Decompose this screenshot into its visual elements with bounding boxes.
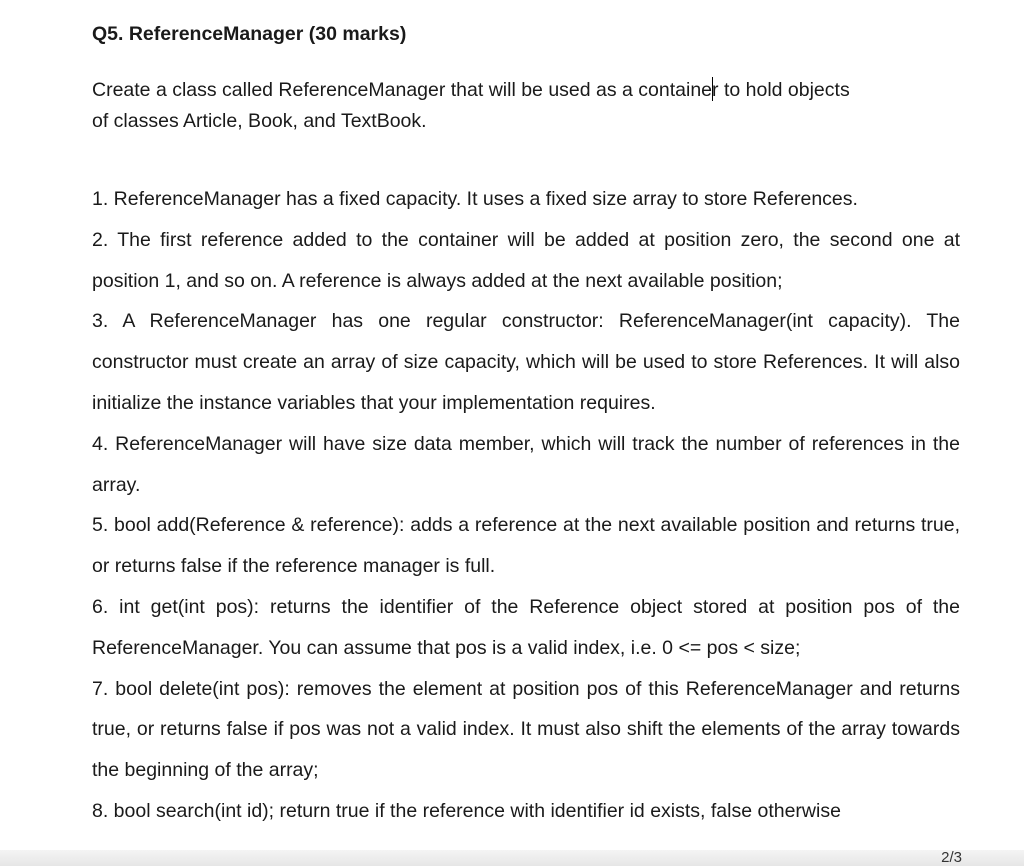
question-heading: Q5. ReferenceManager (30 marks) [92, 23, 407, 45]
requirement-item-3: 3. A ReferenceManager has one regular constructor: ReferenceManager(int capacity). The constructor must create an array of size capacity, which will be used to store References. It will also initialize the instance variables that your implementation requires. [92, 310, 960, 414]
intro-line-1-start: Create a class called ReferenceManager that will be used as a containe [92, 79, 713, 101]
page-footer-bar [0, 850, 1024, 866]
intro-line-2: of classes Article, Book, and TextBook. [92, 110, 427, 132]
requirement-item-2: 2. The first reference added to the container will be added at position zero, the second one at position 1, and so on. A reference is always added at the next available position; [92, 228, 960, 292]
requirement-item-4: 4. ReferenceManager will have size data member, which will track the number of references in the array. [92, 432, 960, 496]
intro-line-1 [92, 75, 962, 106]
intro-line-1-end: r to hold objects [712, 79, 850, 101]
requirement-item-8: 8. bool search(int id); return true if the reference with identifier id exists, false otherwise [92, 799, 841, 822]
requirements-list [92, 179, 960, 832]
intro-paragraph [92, 75, 962, 137]
page-number: 2/3 [941, 850, 962, 866]
requirement-item-5: 5. bool add(Reference & reference): adds a reference at the next available position and returns true, or returns false if the reference manager is full. [92, 514, 960, 578]
requirement-item-1: 1. ReferenceManager has a fixed capacity. It uses a fixed size array to store References. [92, 188, 858, 210]
requirement-item-6: 6. int get(int pos): returns the identifier of the Reference object stored at position pos of the ReferenceManager. You can assume that pos is a valid index, i.e. 0 <= pos < size; [92, 595, 960, 659]
requirement-item-7: 7. bool delete(int pos): removes the element at position pos of this ReferenceManager and returns true, or returns false if pos was not a valid index. It must also shift the elements of the array towards the beginning of the array; [92, 677, 960, 782]
